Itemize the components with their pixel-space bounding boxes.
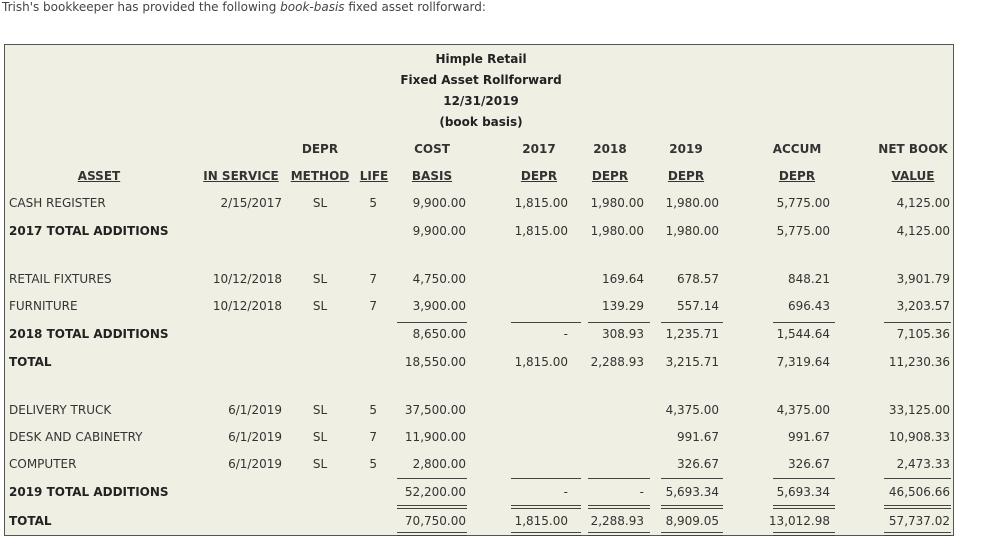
grand-total-double-rule <box>588 532 650 536</box>
accum-depr: 5,775.00 <box>776 224 830 238</box>
useful-life: 5 <box>369 457 377 471</box>
net-book-value: 4,125.00 <box>896 196 950 210</box>
accum-depr: 4,375.00 <box>776 403 830 417</box>
cost-basis: 9,900.00 <box>412 196 466 210</box>
subtotal-rule <box>773 478 835 479</box>
depr-2018: 2,288.93 <box>590 355 644 369</box>
depr-2017: 1,815.00 <box>514 355 568 369</box>
depr-2019: 326.67 <box>677 457 719 471</box>
grand-total-double-rule <box>661 532 723 536</box>
subtotal-rule <box>661 322 723 323</box>
header-in-service: IN SERVICE <box>203 169 279 183</box>
accum-depr: 7,319.64 <box>776 355 830 369</box>
depr-2019: 678.57 <box>677 272 719 286</box>
subtotal-rule <box>511 322 581 323</box>
report-basis: (book basis) <box>439 115 523 129</box>
cost-basis: 3,900.00 <box>412 299 466 313</box>
asset-name: 2017 TOTAL ADDITIONS <box>9 224 169 238</box>
depr-2017: 1,815.00 <box>514 514 568 528</box>
cost-basis: 2,800.00 <box>412 457 466 471</box>
report-date: 12/31/2019 <box>443 94 519 108</box>
subtotal-rule <box>773 322 835 323</box>
accum-depr: 326.67 <box>788 457 830 471</box>
depr-2018: 308.93 <box>602 327 644 341</box>
accum-depr: 13,012.98 <box>768 514 830 528</box>
header-2018: 2018 <box>593 142 627 156</box>
net-book-value: 7,105.36 <box>896 327 950 341</box>
report-title: Fixed Asset Rollforward <box>400 73 562 87</box>
asset-name: DELIVERY TRUCK <box>9 403 112 417</box>
depr-2019: 1,980.00 <box>665 224 719 238</box>
in-service-date: 6/1/2019 <box>228 457 282 471</box>
net-book-value: 3,203.57 <box>896 299 950 313</box>
accum-depr: 5,775.00 <box>776 196 830 210</box>
useful-life: 5 <box>369 196 377 210</box>
header-method: METHOD <box>290 169 350 183</box>
grand-total-double-rule <box>773 532 835 536</box>
header-2017: 2017 <box>522 142 556 156</box>
depr-2018: 139.29 <box>602 299 644 313</box>
depr-2018: - <box>639 485 644 499</box>
net-book-value: 57,737.02 <box>888 514 950 528</box>
header-accum-depr: DEPR <box>778 169 816 183</box>
net-book-value: 4,125.00 <box>896 224 950 238</box>
net-book-value: 3,901.79 <box>896 272 950 286</box>
depr-2019: 5,693.34 <box>665 485 719 499</box>
header-depr-2018: DEPR <box>591 169 629 183</box>
depr-method: SL <box>312 403 328 417</box>
cost-basis: 37,500.00 <box>404 403 466 417</box>
subtotal-rule <box>397 322 467 323</box>
intro-text: Trish's bookkeeper has provided the following book-basis fixed asset rollforward: <box>2 0 486 14</box>
depr-2019: 1,980.00 <box>665 196 719 210</box>
asset-name: 2019 TOTAL ADDITIONS <box>9 485 169 499</box>
cost-basis: 4,750.00 <box>412 272 466 286</box>
grand-total-double-rule <box>511 532 581 536</box>
depr-2019: 4,375.00 <box>665 403 719 417</box>
depr-method: SL <box>312 272 328 286</box>
asset-name: DESK AND CABINETRY <box>9 430 143 444</box>
header-basis: BASIS <box>411 169 453 183</box>
useful-life: 5 <box>369 403 377 417</box>
in-service-date: 2/15/2017 <box>220 196 282 210</box>
asset-name: FURNITURE <box>9 299 78 313</box>
depr-2017: - <box>563 327 568 341</box>
cost-basis: 9,900.00 <box>412 224 466 238</box>
subtotal-rule <box>661 478 723 479</box>
subtotal-rule <box>588 322 650 323</box>
header-netbook-top: NET BOOK <box>878 142 948 156</box>
header-2019: 2019 <box>669 142 703 156</box>
header-cost-top: COST <box>414 142 450 156</box>
net-book-value: 46,506.66 <box>888 485 950 499</box>
header-depr-2017: DEPR <box>520 169 558 183</box>
depr-2019: 557.14 <box>677 299 719 313</box>
depr-2018: 2,288.93 <box>590 514 644 528</box>
cost-basis: 11,900.00 <box>404 430 466 444</box>
net-book-value: 10,908.33 <box>888 430 950 444</box>
in-service-date: 10/12/2018 <box>212 272 282 286</box>
total-double-rule <box>397 505 467 509</box>
subtotal-rule <box>884 478 951 479</box>
net-book-value: 33,125.00 <box>888 403 950 417</box>
header-depr-top: DEPR <box>301 142 339 156</box>
useful-life: 7 <box>369 430 377 444</box>
depr-2019: 991.67 <box>677 430 719 444</box>
depr-2018: 169.64 <box>602 272 644 286</box>
depr-2018: 1,980.00 <box>590 196 644 210</box>
net-book-value: 2,473.33 <box>896 457 950 471</box>
accum-depr: 1,544.64 <box>776 327 830 341</box>
subtotal-rule <box>397 478 467 479</box>
total-double-rule <box>588 505 650 509</box>
header-life: LIFE <box>359 169 389 183</box>
depr-2018: 1,980.00 <box>590 224 644 238</box>
depr-2019: 1,235.71 <box>665 327 719 341</box>
in-service-date: 10/12/2018 <box>212 299 282 313</box>
accum-depr: 848.21 <box>788 272 830 286</box>
cost-basis: 52,200.00 <box>404 485 466 499</box>
asset-name: TOTAL <box>9 514 52 528</box>
cost-basis: 18,550.00 <box>404 355 466 369</box>
depr-2017: 1,815.00 <box>514 196 568 210</box>
depr-2017: - <box>563 485 568 499</box>
total-double-rule <box>661 505 723 509</box>
net-book-value: 11,230.36 <box>888 355 950 369</box>
accum-depr: 696.43 <box>788 299 830 313</box>
header-depr-2019: DEPR <box>667 169 705 183</box>
header-asset: ASSET <box>77 169 121 183</box>
header-accum-top: ACCUM <box>772 142 822 156</box>
subtotal-rule <box>511 478 581 479</box>
subtotal-rule <box>588 478 650 479</box>
total-double-rule <box>773 505 835 509</box>
depr-method: SL <box>312 430 328 444</box>
company-name: Himple Retail <box>435 52 527 66</box>
grand-total-double-rule <box>397 532 467 536</box>
header-value: VALUE <box>891 169 935 183</box>
in-service-date: 6/1/2019 <box>228 430 282 444</box>
asset-name: TOTAL <box>9 355 52 369</box>
useful-life: 7 <box>369 299 377 313</box>
asset-name: RETAIL FIXTURES <box>9 272 112 286</box>
cost-basis: 8,650.00 <box>412 327 466 341</box>
total-double-rule <box>884 505 951 509</box>
useful-life: 7 <box>369 272 377 286</box>
in-service-date: 6/1/2019 <box>228 403 282 417</box>
cost-basis: 70,750.00 <box>404 514 466 528</box>
depr-method: SL <box>312 196 328 210</box>
accum-depr: 991.67 <box>788 430 830 444</box>
depr-2019: 8,909.05 <box>665 514 719 528</box>
asset-name: CASH REGISTER <box>9 196 106 210</box>
asset-name: COMPUTER <box>9 457 77 471</box>
accum-depr: 5,693.34 <box>776 485 830 499</box>
grand-total-double-rule <box>884 532 951 536</box>
asset-name: 2018 TOTAL ADDITIONS <box>9 327 169 341</box>
total-double-rule <box>511 505 581 509</box>
depr-method: SL <box>312 299 328 313</box>
depr-2017: 1,815.00 <box>514 224 568 238</box>
rollforward-panel <box>4 44 954 536</box>
depr-2019: 3,215.71 <box>665 355 719 369</box>
depr-method: SL <box>312 457 328 471</box>
subtotal-rule <box>884 322 951 323</box>
